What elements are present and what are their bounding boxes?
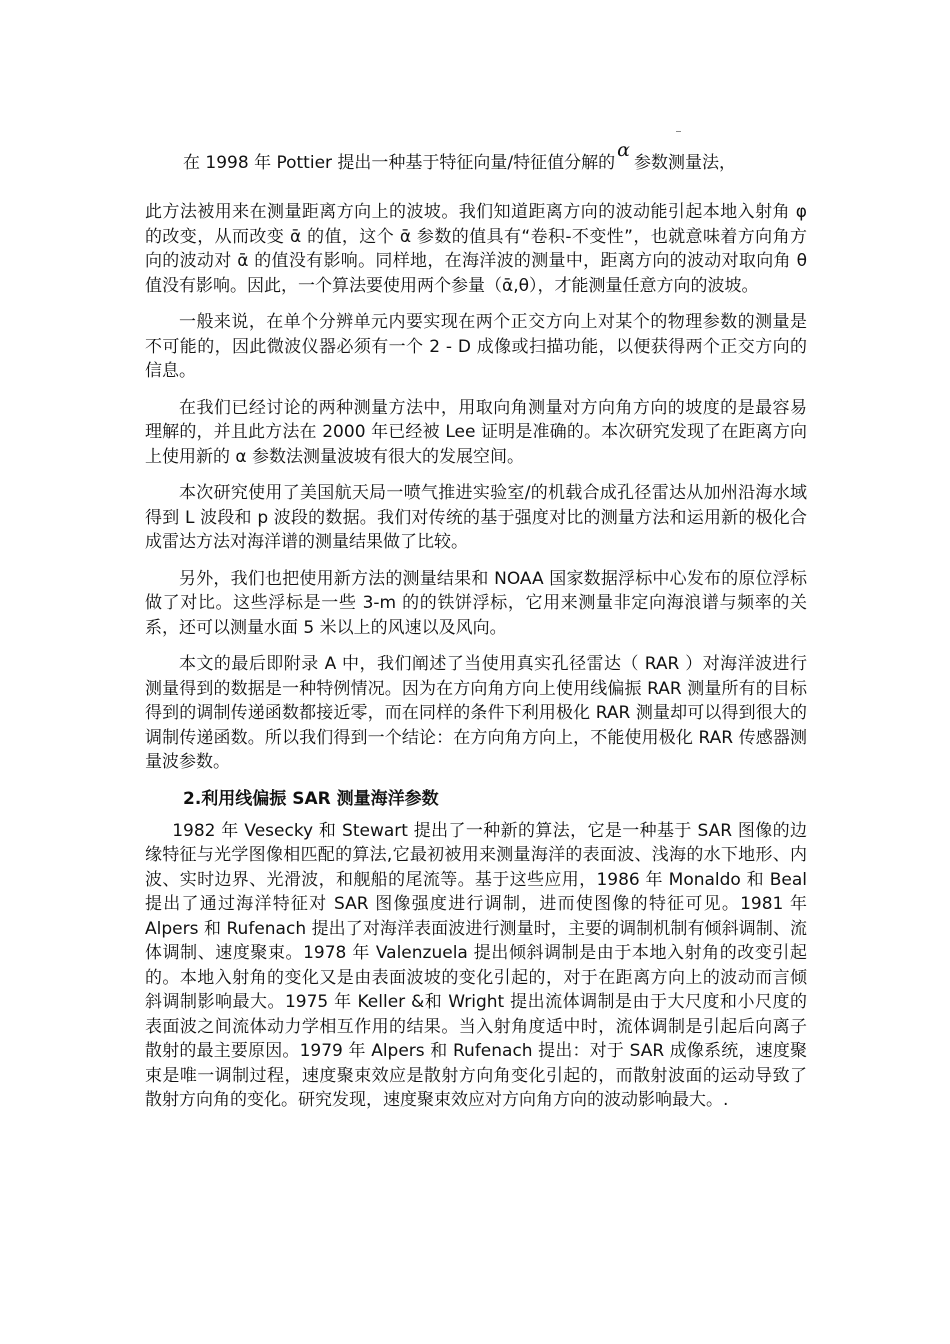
paragraph-1: 此方法被用来在测量距离方向上的波坡。我们知道距离方向的波动能引起本地入射角 φ 的改变，从而改变 ᾱ 的值，这个 ᾱ 参数的值具有“卷积-不变性”，也就意味着方向角方向的波动对 ᾱ 的值没有影响。同样地，在海洋波的测量中，距离方向的波动对取向角 θ 值没有影响。因此，一个算法要使用两个参量（ᾱ,θ），才能测量任意方向的波坡。 — [145, 202, 807, 296]
paragraph-3: 在我们已经讨论的两种测量方法中，用取向角测量对方向角方向的坡度的是最容易理解的，并且此方法在 2000 年已经被 Lee 证明是准确的。本次研究发现了在距离方向上使用新的 α 参数法测量波坡有很大的发展空间。 — [145, 397, 807, 467]
intro-text-after: 参数测量法， — [634, 153, 736, 173]
paragraph-2: 一般来说，在单个分辨单元内要实现在两个正交方向上对某个的物理参数的测量是不可能的，因此微波仪器必须有一个 2 - D 成像或扫描功能，以便获得两个正交方向的信息。 — [145, 312, 807, 381]
intro-line — [183, 139, 736, 175]
paragraph-5: 另外，我们也把使用新方法的测量结果和 NOAA 国家数据浮标中心发布的原位浮标做了对比。这些浮标是一些 3-m 的的铁饼浮标，它用来测量非定向海浪谱与频率的关系，还可以测量水面 5 米以上的风速以及风向。 — [145, 568, 807, 638]
paragraph-6: 本文的最后即附录 A 中，我们阐述了当使用真实孔径雷达（ RAR ）对海洋波进行测量得到的数据是一种特例情况。因为在方向角方向上使用线偏振 RAR 测量所有的目标得到的调制传递函数都接近零，而在同样的条件下利用极化 RAR 测量却可以得到很大的调制传递函数。所以我们得到一个结论：在方向角方向上，不能使用极化 RAR 传感器测量波参数。 — [145, 654, 807, 772]
document-body — [145, 200, 807, 1125]
section-paragraph: 1982 年 Vesecky 和 Stewart 提出了一种新的算法，它是一种基于 SAR 图像的边缘特征与光学图像相匹配的算法,它最初被用来测量海洋的表面波、浅海的水下地形、内波、实时边界、光滑波，和舰船的尾流等。基于这些应用，1986 年 Monaldo 和 Beal 提出了通过海洋特征对 SAR 图像强度进行调制，进而使图像的特征可见。1981 年 Alpers 和 Rufenach 提出了对海洋表面波进行测量时，主要的调制机制有倾斜调制、流体调制、速度聚束。1978 年 Valenzuela 提出倾斜调制是由于本地入射角的改变引起的。本地入射角的变化又是由表面波坡的变化引起的，对于在距离方向上的波动而言倾斜调制影响最大。1975 年 Keller &和 Wright 提出流体调制是由于大尺度和小尺度的表面波之间流体动力学相互作用的结果。当入射角度适中时，流体调制是引起后向离子散射的最主要原因。1979 年 Alpers 和 Rufenach 提出：对于 SAR 成像系统，速度聚束是唯一调制过程，速度聚束效应是散射方向角变化引起的，而散射波面的运动导致了散射方向角的变化。研究发现，速度聚束效应对方向角方向的波动影响最大。. — [145, 820, 807, 1110]
intro-text-before: 在 1998 年 Pottier 提出一种基于特征向量/特征值分解的 — [183, 153, 616, 173]
paragraph-4: 本次研究使用了美国航天局一喷气推进实验室/的机载合成孔径雷达从加州沿海水域得到 L 波段和 p 波段的数据。我们对传统的基于强度对比的测量方法和运用新的极化合成雷达方法对海洋谱的测量结果做了比较。 — [145, 483, 807, 552]
alpha-bar-mark — [676, 131, 681, 132]
section-heading: 2.利用线偏振 SAR 测量海洋参数 — [183, 788, 439, 809]
alpha-symbol: α — [617, 139, 630, 161]
